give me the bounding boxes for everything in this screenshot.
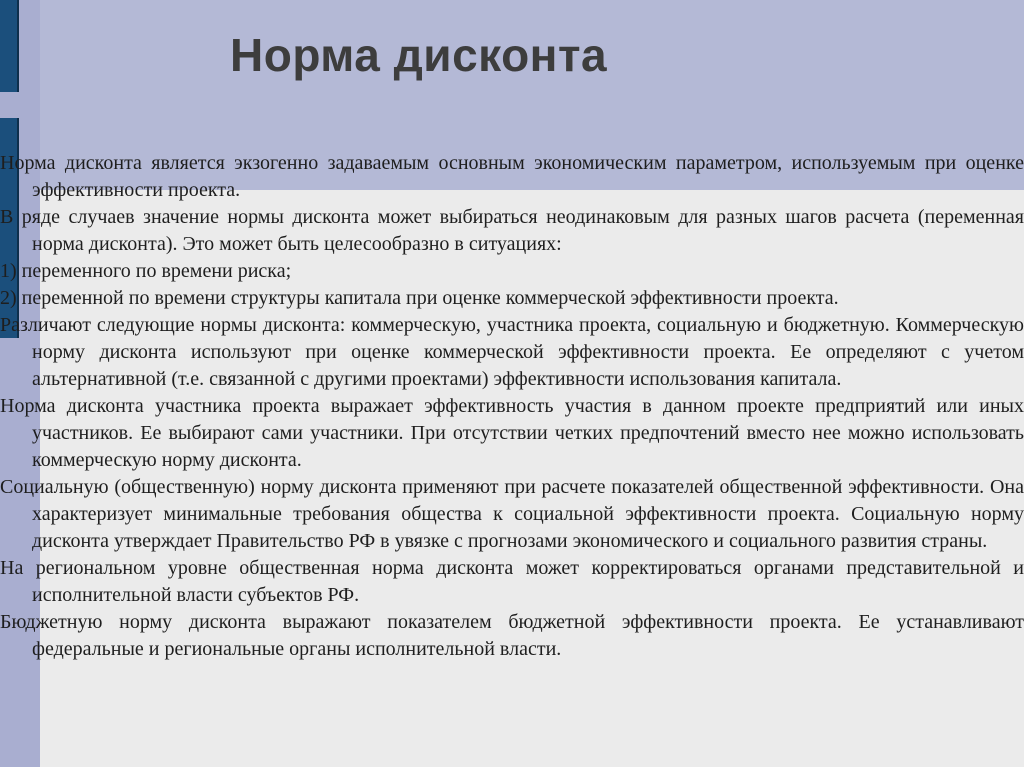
paragraph-budget: Бюджетную норму дисконта выражают показателем бюджетной эффективности проекта. Ее устанавливают федеральные и региональные органы исполнительной власти.: [0, 611, 1024, 660]
paragraph-regional: На региональном уровне общественная норма дисконта может корректироваться органами представительной и исполнительной власти субъектов РФ.: [0, 557, 1024, 606]
slide-body: [0, 150, 1024, 663]
slide-title: Норма дисконта: [230, 29, 608, 81]
paragraph-participant: Норма дисконта участника проекта выражает эффективность участия в данном проекте предприятий или иных участников. Ее выбирают сами участники. При отсутствии четких предпочтений вместо нее можно использовать коммерческую норму дисконта.: [0, 395, 1024, 471]
paragraph-types: Различают следующие нормы дисконта: коммерческую, участника проекта, социальную и бюджетную. Коммерческую норму дисконта используют при оценке коммерческой эффективности проекта. Ее определяют с учетом альтернативной (т.е. связанной с другими проектами) эффективности использования капитала.: [0, 314, 1024, 390]
list-item-risk: 1) переменного по времени риска;: [0, 260, 292, 282]
paragraph-social: Социальную (общественную) норму дисконта применяют при расчете показателей общественной эффективности. Она характеризует минимальные требования общества к социальной эффективности проекта. Социальную норму дисконта утверждает Правительство РФ в увязке с прогнозами экономического и социального развития страны.: [0, 476, 1024, 552]
paragraph-variable-rate: В ряде случаев значение нормы дисконта может выбираться неодинаковым для разных шагов расчета (переменная норма дисконта). Это может быть целесообразно в ситуациях:: [0, 206, 1024, 255]
paragraph-definition: Норма дисконта является экзогенно задаваемым основным экономическим параметром, используемым при оценке эффективности проекта.: [0, 152, 1024, 201]
list-item-capital: 2) переменной по времени структуры капитала при оценке коммерческой эффективности проекта.: [0, 287, 839, 309]
accent-bar-top: [0, 0, 19, 92]
